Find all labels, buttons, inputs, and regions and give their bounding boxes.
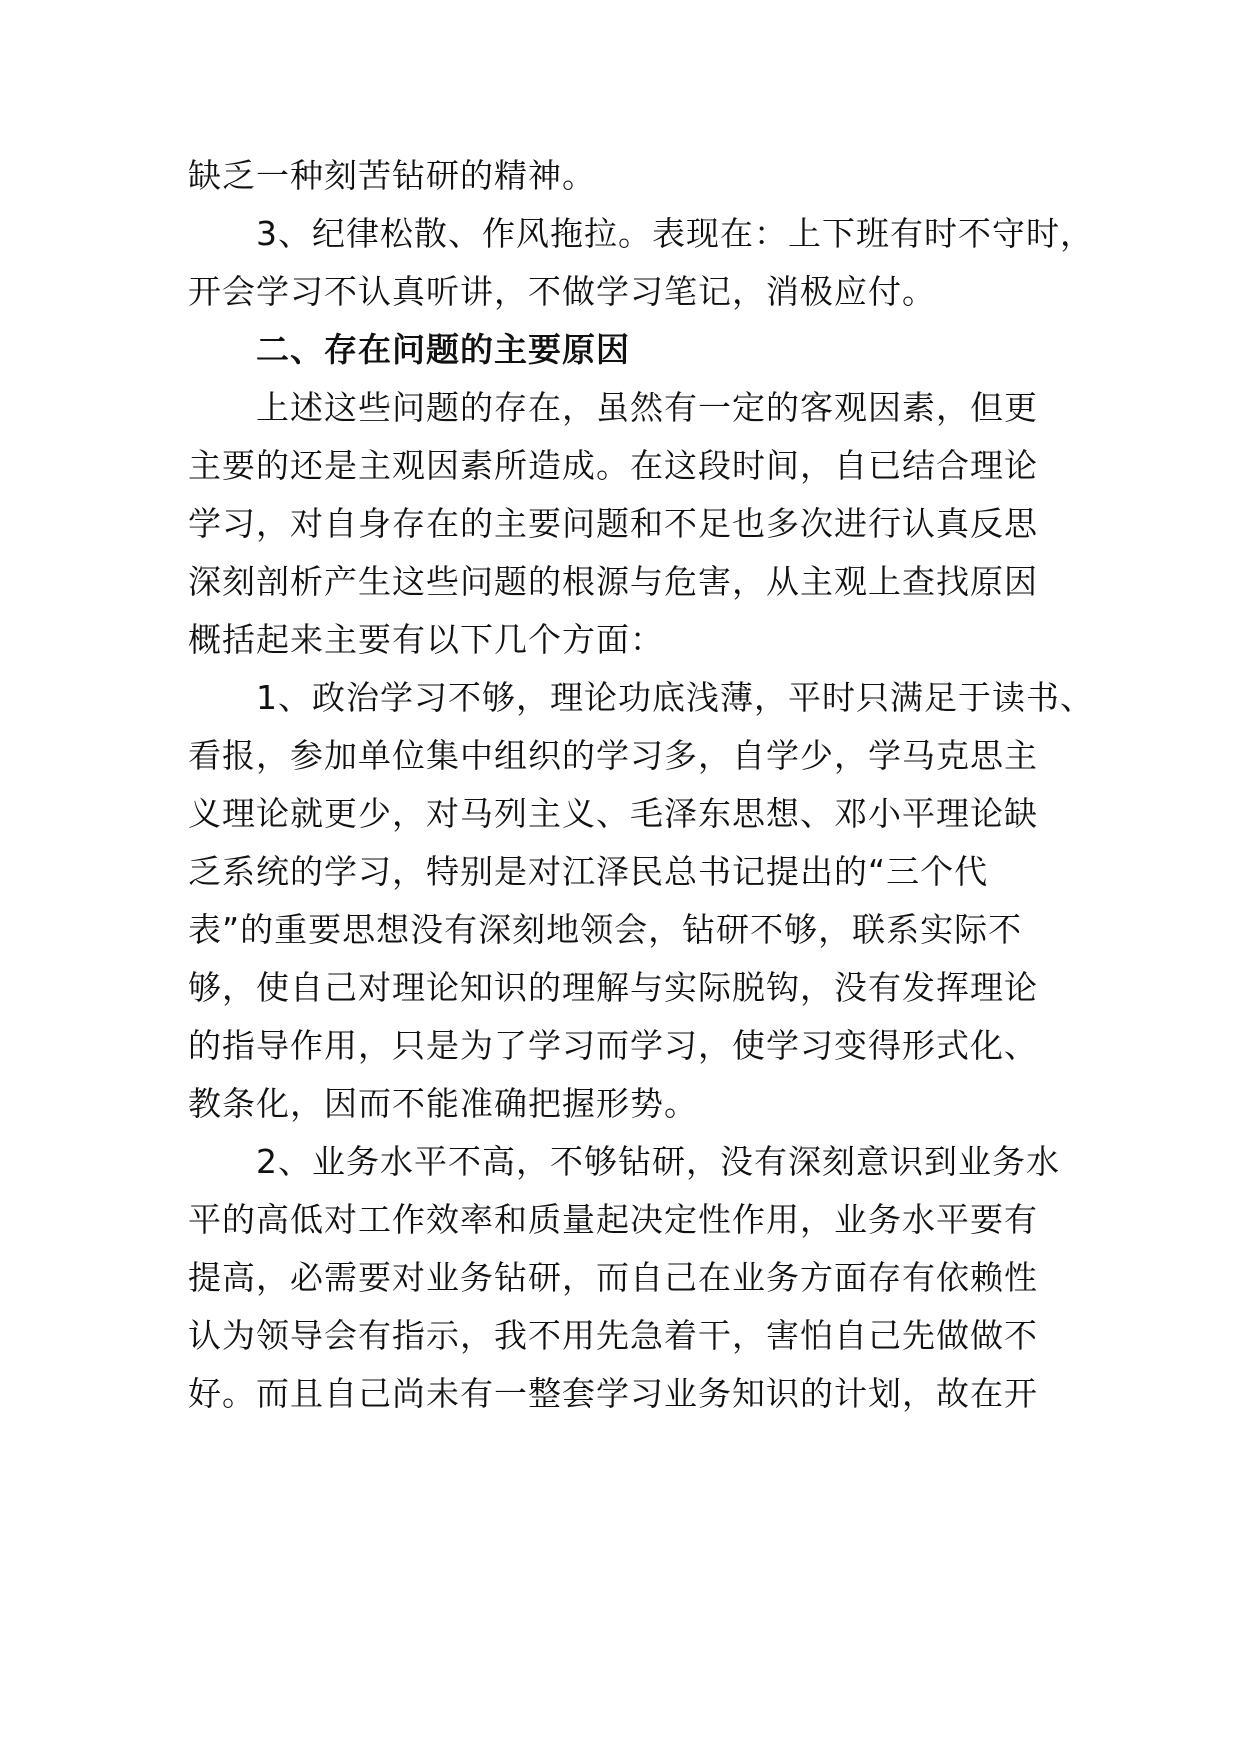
text-line: 的指导作用，只是为了学习而学习，使学习变得形式化、 xyxy=(188,1026,1038,1065)
text-line: 1、政治学习不够，理论功底浅薄，平时只满足于读书、 xyxy=(256,678,1094,717)
text-line: 义理论就更少，对马列主义、毛泽东思想、邓小平理论缺 xyxy=(188,794,1038,833)
text-line: 乏系统的学习，特别是对江泽民总书记提出的“三个代 xyxy=(188,852,989,891)
section-heading: 二、存在问题的主要原因 xyxy=(256,330,630,369)
text-line: 缺乏一种刻苦钻研的精神。 xyxy=(188,156,596,195)
text-line: 开会学习不认真听讲，不做学习笔记，消极应付。 xyxy=(188,272,936,311)
text-line: 2、业务水平不高，不够钻研，没有深刻意识到业务水 xyxy=(256,1142,1060,1181)
text-line: 深刻剖析产生这些问题的根源与危害，从主观上查找原因 xyxy=(188,562,1038,601)
text-line: 主要的还是主观因素所造成。在这段时间，自已结合理论 xyxy=(188,446,1038,485)
text-line: 表”的重要思想没有深刻地领会，钻研不够，联系实际不 xyxy=(188,910,1023,949)
text-line: 学习，对自身存在的主要问题和不足也多次进行认真反思 xyxy=(188,504,1038,543)
text-line: 概括起来主要有以下几个方面： xyxy=(188,620,664,659)
text-line: 教条化，因而不能准确把握形势。 xyxy=(188,1084,698,1123)
text-line: 提高，必需要对业务钻研，而自己在业务方面存有依赖性 xyxy=(188,1258,1038,1297)
text-line: 好。而且自己尚未有一整套学习业务知识的计划，故在开 xyxy=(188,1374,1038,1413)
text-line: 认为领导会有指示，我不用先急着干，害怕自己先做做不 xyxy=(188,1316,1038,1355)
text-line: 3、纪律松散、作风拖拉。表现在：上下班有时不守时， xyxy=(256,214,1094,253)
text-line: 平的高低对工作效率和质量起决定性作用，业务水平要有 xyxy=(188,1200,1038,1239)
text-line: 看报，参加单位集中组织的学习多，自学少，学马克思主 xyxy=(188,736,1038,775)
text-line: 够，使自己对理论知识的理解与实际脱钩，没有发挥理论 xyxy=(188,968,1038,1007)
text-line: 上述这些问题的存在，虽然有一定的客观因素，但更 xyxy=(256,388,1038,427)
